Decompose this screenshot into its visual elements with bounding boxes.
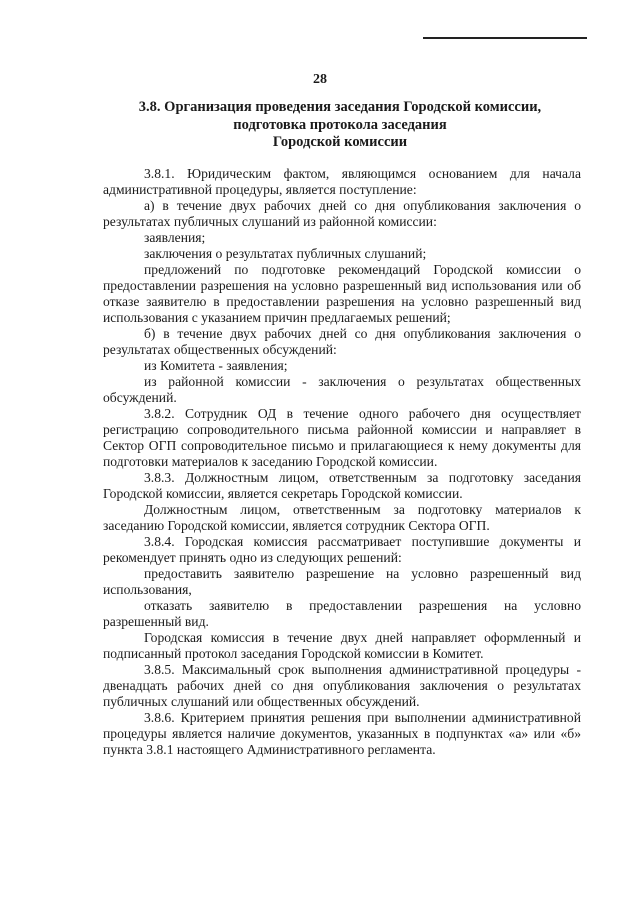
section-heading-line: Городской комиссии bbox=[272, 134, 408, 150]
paragraph-3-8-3: 3.8.3. Должностным лицом, ответственным за подготовку заседания Городской комиссии, является секретарь Городской комиссии. bbox=[103, 470, 581, 501]
paragraph-item-b: б) в течение двух рабочих дней со дня опубликования заключения о результатах общественных обсуждений: bbox=[103, 326, 581, 357]
paragraph-responsible-official: Должностным лицом, ответственным за подготовку материалов к заседанию Городской комиссии, является сотрудник Сектора ОГП. bbox=[103, 502, 581, 533]
paragraph-grant-permission: предоставить заявителю разрешение на условно разрешенный вид использования, bbox=[103, 566, 581, 597]
paragraph-from-committee: из Комитета - заявления; bbox=[144, 358, 288, 373]
section-heading bbox=[100, 99, 580, 152]
page-number: 28 bbox=[313, 72, 327, 87]
paragraph-conclusion: заключения о результатах публичных слушаний; bbox=[144, 246, 427, 261]
paragraph-3-8-6: 3.8.6. Критерием принятия решения при выполнении административной процедуры является наличие документов, указанных в подпунктах «а» или «б» пункта 3.8.1 настоящего Административного регламента. bbox=[103, 710, 581, 757]
paragraph-from-district-commission: из районной комиссии - заключения о результатах общественных обсуждений. bbox=[103, 374, 581, 405]
section-body bbox=[103, 166, 581, 758]
paragraph-proposals: предложений по подготовке рекомендаций Городской комиссии о предоставлении разрешения на условно разрешенный вид использования или об отказе заявителю в предоставлении разрешения на условно разрешенный вид использования с указанием причин предлагаемых решений; bbox=[103, 262, 581, 325]
paragraph-3-8-4: 3.8.4. Городская комиссия рассматривает поступившие документы и рекомендует принять одно из следующих решений: bbox=[103, 534, 581, 565]
paragraph-item-a: а) в течение двух рабочих дней со дня опубликования заключения о результатах публичных слушаний из районной комиссии: bbox=[103, 198, 581, 229]
header-rule bbox=[423, 37, 587, 39]
paragraph-3-8-1: 3.8.1. Юридическим фактом, являющимся основанием для начала административной процедуры, является поступление: bbox=[103, 166, 581, 197]
paragraph-refuse-permission: отказать заявителю в предоставлении разрешения на условно разрешенный вид. bbox=[103, 598, 581, 629]
paragraph-3-8-2: 3.8.2. Сотрудник ОД в течение одного рабочего дня осуществляет регистрацию сопроводительного письма районной комиссии и направляет в Сектор ОГП сопроводительное письмо и прилагающиеся к нему документы для подготовки материалов к заседанию Городской комиссии. bbox=[103, 406, 581, 469]
paragraph-application: заявления; bbox=[144, 230, 206, 245]
paragraph-3-8-5: 3.8.5. Максимальный срок выполнения административной процедуры - двенадцать рабочих дней со дня опубликования заключения о результатах публичных слушаний или общественных обсуждений. bbox=[103, 662, 581, 709]
section-heading-line: подготовка протокола заседания bbox=[233, 116, 447, 133]
paragraph-protocol: Городская комиссия в течение двух дней направляет оформленный и подписанный протокол заседания Городской комиссии в Комитет. bbox=[103, 630, 581, 661]
section-heading-line: 3.8. Организация проведения заседания Городской комиссии, bbox=[138, 99, 542, 115]
